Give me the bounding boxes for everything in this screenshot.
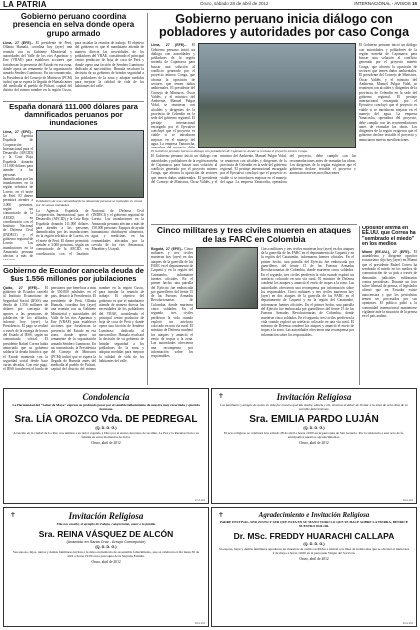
ad-date: Oruro, abril de 2012 [91, 441, 121, 445]
newspaper-logo: LA PATRIA [3, 0, 47, 9]
story-conga-dialogue [151, 13, 417, 223]
masthead [0, 0, 420, 10]
deceased-name: Sra. LÍA OROZCO Vda. DE PEDREGAL [14, 414, 198, 425]
article-body: Miami (EE.UU.), 27 (EFE).- El asambleísta y dirigente opositor ecuatoriano dijo hoy (ayer) en Miami que el presidente Rafael Correa ha sembrado el miedo en los medios de comunicación de su país a través de demandas judiciales millonarias contra periodistas. Durante un foro sobre libertad de prensa, el legislador afirmó que en Ecuador existe autocensura y que los periodistas temen ser procesados por sus opiniones. El político pidió a la comunidad internacional mantenerse vigilante ante la situación de la prensa en el país andino. [362, 249, 417, 319]
condolence-ad-lia-orozco [3, 388, 209, 504]
ad-code: 17-A-012 [194, 499, 205, 502]
article-body: Bogotá, 27 (EFE).- Cinco militares y tres civiles murieron hoy (ayer) en dos ataques de la guerrilla de las FARC en el departamento de Caquetá y en la región del Catatumbo, informaron fuentes oficiales. En el primer hecho, una patrulla del Ejército fue emboscada por guerrilleros del frente 15 de las Fuerzas Armadas Revolucionarias de Colombia, donde murieron cinco soldados. En el segundo, tres civiles perdieron la vida cuando explotó un artefacto colocado en una vía rural. El ministro de Defensa condenó los ataques y anunció el envío de tropas a la zona. Las autoridades ofrecieron una recompensa por información sobre los responsables. [151, 246, 193, 359]
ad-code: 19-A-012 [194, 622, 205, 625]
article-body-continued: El Gobierno peruano inició un diálogo con autoridades y pobladores de la región norteña de Cajamarca para buscar una solución al conflicto generado por el proyecto minero Conga, que afronta la oposición de sectores que temen daños ambientales. El presidente del Consejo de Ministros, Óscar Valdés, y el ministro del Ambiente, Manuel Pulgar Vidal, se reunieron con alcaldes y dirigentes de la provincia de Celendín en la sede del gobierno regional. El peritaje internacional encargado por el Ejecutivo concluyó que el proyecto es viable si se introducen mejoras en el manejo del agua. La empresa Yanacocha, operadora del proyecto, debe cumplir con las recomendaciones antes de reanudar las obras. Los dirigentes de la región exigieron que el gobierno declare inviable el proyecto y anunciaron nuevas movilizaciones. [151, 154, 356, 185]
cross-ornament-icon: ✝ [218, 392, 224, 400]
ad-title: Agradecimiento e Invitación Religiosa [258, 511, 370, 519]
story-farc-attacks [151, 226, 357, 385]
deceased-name: Sra. EMILIA PARDO LUJÁN [249, 414, 379, 425]
ad-intro: Ella nos enseñó, el ejemplo de trabajo, comprensión, amor a la familia [56, 522, 156, 526]
article-body: Lima, 27 (EFE).- El Gobierno peruano inició un diálogo con autoridades y pobladores de la región norteña de Cajamarca para buscar una solución al conflicto generado por el proyecto minero Conga, que afronta la oposición de sectores que temen daños ambientales. El presidente del Consejo de Ministros, Óscar Valdés, y el ministro del Ambiente, Manuel Pulgar Vidal, se reunieron con alcaldes y dirigentes de la provincia de Celendín en la sede del gobierno regional. El peritaje internacional encargado por el Ejecutivo concluyó que el proyecto es viable si se introducen mejoras en el manejo del agua. La empresa Yanacocha, [151, 43, 195, 147]
dateline: Quito, 27 (EFE).- [3, 285, 40, 290]
cross-ornament-icon: ✝ [10, 511, 16, 519]
ad-date: Oruro, abril de 2012 [299, 441, 329, 445]
deceased-name: Dr. MSc. FREDDY HUARACHI CALLAPA [233, 531, 395, 541]
section-label: INTERNACIONAL - AVISOS 15 [354, 1, 417, 6]
article-body: Quito, 27 (EFE).- El gobierno de Ecuador canceló al Instituto Ecuatoriano de Seguridad Social (IESS) una deuda de 1.556 millones de dólares por concepto de aportes a las pensiones de jubilación de los afiliados, informó hoy (ayer) la Presidencia. El pago se realizó a través de la entrega de bonos del Estado al IESS, según un comunicado oficial. El presidente Rafael Correa había anunciado que su gobierno saldaría la deuda histórica que el Estado mantenía con la seguridad social desde hace varias décadas. Con este pago, el IESS fortalecerá el fondo de pensiones que beneficia a más de 350.000 jubilados en el país, destacó la Presidencia. El presidente de Perú, Ollanta Humala, coordina hoy (ayer) una reunión con su Gabinete Ministerial y autoridades del Valle de los ríos Apurímac y Ene (VRAE) para establecer acciones que fortalezcan la presencia del Estado en esa zona, donde opera un remanente de la organización armada Sendero Luminoso. En un comunicado, la Presidencia del Consejo de Ministros (PCM) indicó que se espera la llegada de Humala antes del mediodía al pueblo de Pichari, capital del distrito del mismo nombre en la región Cusco, para instalar la reunión de trabajo. El objetivo del gobierno es que el mandatario atienda de manera directa las necesidades de los pobladores del VRAE, considerado el principal centro productor de hoja de coca de Perú y donde opera una facción de Sendero Luminoso dedicada al narcotráfico. Humala recalcará la decisión de su gobierno de brindar seguridad a los pobladores de la zona y adoptar medidas para mejorar la calidad de vida de los habitantes del valle. [3, 285, 144, 372]
invitation-ad-freddy-huarachi [211, 507, 417, 627]
qdg-label: (Q. D. D. G.) [303, 542, 325, 546]
story-ecuador-debt [3, 267, 144, 385]
flood-photo [36, 130, 144, 198]
article-body-side: El Gobierno peruano inició un diálogo con autoridades y pobladores de la región norteña de Cajamarca para buscar una solución al conflicto generado por el proyecto minero Conga, que afronta la oposición de sectores que temen daños ambientales. El presidente del Consejo de Ministros, Óscar Valdés, y el ministro del Ambiente, Manuel Pulgar Vidal, se reunieron con alcaldes y dirigentes de la provincia de Celendín en la sede del gobierno regional. El peritaje internacional encargado por el Ejecutivo concluyó que el proyecto es viable si se introducen mejoras en el manejo del agua. La empresa Yanacocha, operadora del proyecto, debe cumplir con las recomendaciones antes de reanudar las obras. Los dirigentes de la región exigieron que el gobierno declare inviable el proyecto y anunciaron nuevas movilizaciones. [359, 43, 417, 142]
ad-date: Oruro, abril de 2012 [91, 560, 121, 564]
ad-body: Su esposa, hijos y demás familiares agradecen las muestras de cariño recibidas e invitan a la misa de treinta días que se oficiará el miércoles 2 de mayo a horas 19:00 en la parroquia Virgen del Socavón. [218, 547, 410, 555]
qdg-label: (Q. D. D. G.) [95, 545, 117, 549]
dateline: Lima, 27 (EFE).- [3, 41, 34, 46]
ad-code: 20-A-012 [402, 622, 413, 625]
ad-body: Acaecido en la ciudad de La Paz, nos unimos a su dolor rogando a Dios por el eterno descanso de su alma. La Paz y la Resurrección a su familia en estos momentos de dolor. [13, 431, 199, 439]
headline: España donará 111.000 dólares para damnificados peruanos por inundaciones [9, 103, 138, 127]
headline: Gobierno de Ecuador cancela deuda de $us 1.556 millones por jubilaciones [3, 267, 144, 283]
ad-date: Oruro, abril de 2012 [299, 557, 329, 561]
page-number: 15 [411, 1, 417, 6]
article-body-continued: Cinco militares y tres civiles murieron hoy (ayer) en dos ataques de la guerrilla de las FARC en el departamento de Caquetá y en la región del Catatumbo, informaron fuentes oficiales. En el primer hecho, una patrulla del Ejército fue emboscada por guerrilleros del frente 15 de las Fuerzas Armadas Revolucionarias de Colombia, donde murieron cinco soldados. En el segundo, tres civiles perdieron la vida cuando explotó un artefacto colocado en una vía rural. El ministro de Defensa condenó los ataques y anunció el envío de tropas a la zona. Las autoridades ofrecieron una recompensa por información sobre los responsables. Cinco militares y tres civiles murieron hoy (ayer) en dos ataques de la guerrilla de las FARC en el departamento de Caquetá y en la región del Catatumbo, informaron fuentes oficiales. En el primer hecho, una patrulla del Ejército fue emboscada por guerrilleros del frente 15 de las Fuerzas Armadas Revolucionarias de Colombia, donde murieron cinco soldados. En el segundo, tres civiles perdieron la vida cuando explotó un artefacto colocado en una vía rural. El ministro de Defensa condenó los ataques y anunció el envío de tropas a la zona. Las autoridades ofrecieron una recompensa por información sobre los responsables. [261, 246, 354, 337]
conga-photo [198, 43, 356, 148]
story-peru-presence [3, 13, 144, 99]
ad-intro: PADRE FESTIVAL, SER JUSTO Y SER QUE ESTA EN SU MANO TODO LO QUE SE HACE SOBRE LA TIERRA, BENDICE NUESTRO DOLOR. [219, 520, 409, 528]
photo-caption: Pobladores de una comunidad de la Amazonía peruana se trasladan en canoa por las zonas inundadas. [36, 198, 143, 207]
ad-title: Invitación Religiosa [276, 392, 352, 402]
story-spain-donation [3, 103, 144, 263]
article-body: Lima, 27 (EFE).- La Agencia Española de Cooperación Internacional para el Desarrollo (AECID) y la Cruz Roja Española donarán 111.000 dólares para atender a las personas damnificadas por las inundaciones en la región selvática de Loreto, en el norte de Perú. El dinero permitirá atender a 3.000 personas, según un comunicado de la AECID, en coordinación con el Instituto Nacional de Defensa Civil (INDECI) y el gobierno regional de Loreto. Las inundaciones en la Amazonía peruana afectan a más de [3, 129, 33, 259]
ad-intro: La Hermandad del "Señor de Mayo" expresa su profundo pesar por el sensible fallecimiento de nuestra muy recordada y querida hermana [12, 403, 200, 411]
cross-ornament-icon: ✝ [218, 511, 224, 519]
invitation-ad-emilia-pardo [211, 388, 417, 504]
issue-date: Oruro, sábado 28 de abril de 2012 [200, 1, 269, 6]
qdg-label: (Q. D. D. G.) [95, 426, 117, 430]
farc-photo [196, 247, 258, 309]
ad-body: El acto religioso se celebrará hoy sábado 28 de abril a horas 19:00 en la parroquia de San Gerardo. Por la asistencia a este acto de fe, anticipamos nuestros agradecimientos. [223, 431, 404, 439]
headline: Cinco militares y tres civiles mueren en ataques de las FARC en Colombia [156, 226, 352, 244]
qdg-label: (Q. D. D. G.) [303, 426, 325, 430]
ad-title: Invitación Religiosa [68, 511, 144, 521]
headline: Opositor afirma en EE.UU. que Correa ha "sembrado el miedo" en los medios [362, 226, 416, 248]
story-opositor-correa [362, 226, 417, 385]
deceased-name: Sra. REINA VÁSQUEZ DE ALCÓN [38, 529, 174, 539]
ad-code: 18-A-012 [402, 499, 413, 502]
invitation-ad-reina-vasquez [3, 507, 209, 627]
headline: Gobierno peruano coordina presencia en selva donde opera grupo armado [12, 13, 135, 38]
ad-title: Condolencia [82, 392, 130, 402]
ad-body: Sus esposo, hijos, nietos y demás familiares invitan a la misa en memoria de su sensible fallecimiento, que se celebrará el día lunes 30 de abril a horas 19:00 en la parroquia de la Sagrada Familia. [12, 550, 200, 558]
place-note: (Acaecido en Santa Cruz - Arroyo Concepción) [66, 540, 146, 544]
article-body-continued: La Agencia Española de Cooperación Internacional para el Desarrollo (AECID) y la Cruz Roja Española donarán 111.000 dólares para atender a las personas damnificadas por las inundaciones en la región selvática de Loreto, en el norte de Perú. El dinero permitirá atender a 3.000 personas, según un comunicado de la AECID, en coordinación con el Instituto Nacional de Defensa Civil (INDECI) y el gobierno regional de Loreto. Las inundaciones en la Amazonía peruana afectan a más de 150.000 personas. Equipos de ayuda humanitaria distribuyen alimentos, agua y medicinas en las comunidades afectadas por la crecida de los ríos Amazonas, Marañón y Ucayali. [36, 208, 144, 256]
main-headline: Gobierno peruano inicia diálogo con pobladores y autoridades por caso Conga [158, 13, 410, 40]
photo-caption: El Gobierno peruano inicia un diálogo con pobladores de Cajamarca, donde se rechaza el proyecto minero Conga. [151, 149, 308, 154]
ad-intro: Los familiares y amigos de quien en vida fue nuestra querida madre, abuela y tía, tenemos el deber de invitar a la misa de ocho días de su sensible fallecimiento. [220, 403, 408, 411]
article-body: Lima, 27 (EFE).- El presidente de Perú, Ollanta Humala, coordina hoy (ayer) una reunión con su Gabinete Ministerial y autoridades del Valle de los ríos Apurímac y Ene (VRAE) para establecer acciones que fortalezcan la presencia del Estado en esa zona, donde opera un remanente de la organización armada Sendero Luminoso. En un comunicado, la Presidencia del Consejo de Ministros (PCM) indicó que se espera la llegada de Humala antes del mediodía al pueblo de Pichari, capital del distrito del mismo nombre en la región Cusco, para instalar la reunión de trabajo. El objetivo del gobierno es que el mandatario atienda de manera directa las necesidades de los pobladores del VRAE, considerado el principal centro productor de hoja de coca de Perú y donde opera una facción de Sendero Luminoso dedicada al narcotráfico. Humala recalcará la decisión de su gobierno de brindar seguridad a los pobladores de la zona y adoptar medidas para mejorar la calidad de vida de los habitantes del valle. [3, 41, 144, 93]
